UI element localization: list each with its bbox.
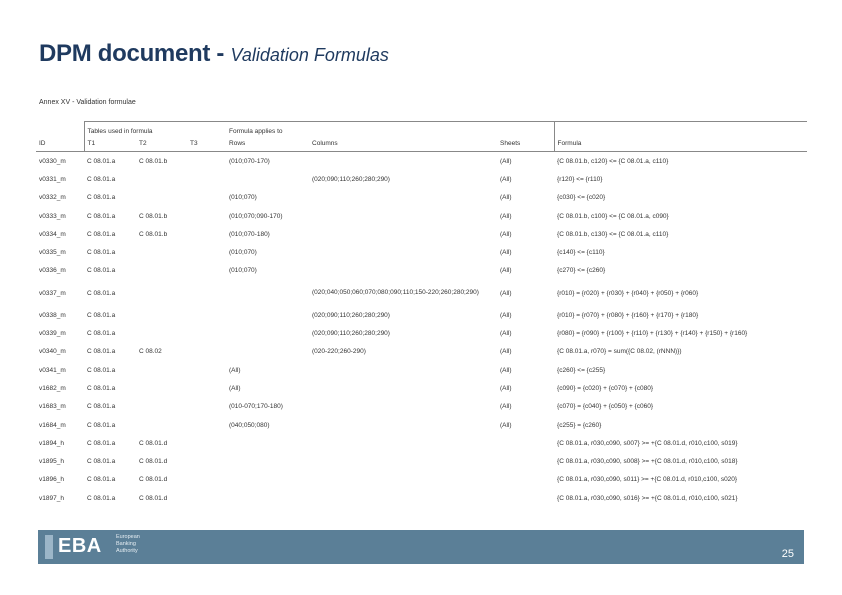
cell-sheets (497, 452, 554, 470)
cell-formula: {c090} = {c020} + {c070} + {c080} (557, 384, 654, 392)
cell-columns (309, 361, 497, 379)
cell-formula: {r010} = {r070} + {r080} + {r160} + {r170} + {r180} (557, 311, 699, 319)
cell-t2 (136, 324, 187, 342)
cell-t3 (187, 243, 226, 261)
cell-id: v0337_m (39, 289, 66, 297)
cell-rows: (All) (229, 366, 241, 374)
cell-id: v0336_m (39, 267, 66, 275)
cell-columns (309, 262, 497, 280)
table-row (36, 207, 807, 225)
cell-formula: {C 08.01.a, r070} = sum({C 08.02, (rNNN)}) (557, 348, 682, 356)
cell-t1: C 08.01.a (87, 175, 116, 183)
cell-columns: (020;090;110;260;280;290) (312, 311, 390, 319)
cell-formula: {c255} = {c260} (557, 421, 602, 429)
table-row (36, 152, 807, 171)
cell-sheets: (All) (500, 212, 512, 220)
cell-columns (309, 416, 497, 434)
table-row (36, 452, 807, 470)
cell-formula: {r010} = {r020} + {r030} + {r040} + {r050} + {r060} (557, 289, 699, 297)
cell-id: v0335_m (39, 249, 66, 257)
cell-columns (309, 152, 497, 171)
cell-t1: C 08.01.a (87, 476, 116, 484)
cell-sheets: (All) (500, 230, 512, 238)
cell-t2 (136, 398, 187, 416)
cell-t1: C 08.01.a (87, 494, 116, 502)
cell-t1: C 08.01.a (87, 212, 116, 220)
cell-rows (226, 170, 309, 188)
cell-sheets: (All) (500, 421, 512, 429)
cell-t2: C 08.02 (139, 348, 162, 356)
cell-rows (226, 280, 309, 306)
cell-t1: C 08.01.a (87, 384, 116, 392)
cell-rows (226, 306, 309, 324)
table-row (36, 343, 807, 361)
cell-sheets: (All) (500, 194, 512, 202)
cell-t3 (187, 452, 226, 470)
page-title (39, 40, 389, 68)
table-row (36, 471, 807, 489)
cell-id: v0332_m (39, 194, 66, 202)
cell-t1: C 08.01.a (87, 311, 116, 319)
cell-t1: C 08.01.a (87, 157, 116, 165)
cell-columns (309, 452, 497, 470)
cell-columns (309, 189, 497, 207)
cell-id: v0334_m (39, 230, 66, 238)
cell-t3 (187, 471, 226, 489)
cell-id: v0338_m (39, 311, 66, 319)
cell-formula: {c070} = {c040} + {c050} + {c060} (557, 403, 654, 411)
header-spacer (36, 122, 84, 136)
cell-sheets: (All) (500, 330, 512, 338)
cell-columns (309, 398, 497, 416)
cell-columns: (020;090;110;260;280;290) (312, 330, 390, 338)
header-t3: T3 (187, 135, 226, 152)
cell-columns (309, 489, 497, 507)
cell-sheets: (All) (500, 157, 512, 165)
table-row (36, 262, 807, 280)
title-main: DPM document - (39, 40, 231, 67)
cell-columns: (020;040;050;060;070;080;090;110;150-220;260;280;290) (312, 289, 479, 297)
cell-formula: {c260} <= {c255} (557, 366, 606, 374)
cell-formula: {C 08.01.a, r030,c090, s016} >= +{C 08.01.d, r010,c100, s021} (557, 494, 738, 502)
cell-t3 (187, 225, 226, 243)
table-row (36, 243, 807, 261)
org-line-3: Authority (116, 548, 138, 554)
cell-t1: C 08.01.a (87, 267, 116, 275)
cell-t3 (187, 189, 226, 207)
table-row (36, 489, 807, 507)
table-row (36, 280, 807, 306)
cell-sheets: (All) (500, 175, 512, 183)
page-number: 25 (781, 548, 794, 560)
cell-id: v0330_m (39, 157, 66, 165)
table-row (36, 225, 807, 243)
cell-t2 (136, 306, 187, 324)
cell-columns (309, 225, 497, 243)
cell-columns: (020-220;260-290) (312, 348, 366, 356)
cell-formula: {c030} <= {c020} (557, 194, 606, 202)
cell-sheets: (All) (500, 267, 512, 275)
cell-t3 (187, 152, 226, 171)
cell-sheets: (All) (500, 366, 512, 374)
cell-id: v1682_m (39, 384, 66, 392)
cell-t3 (187, 489, 226, 507)
cell-t3 (187, 361, 226, 379)
cell-t2 (136, 243, 187, 261)
cell-formula: {C 08.01.a, r030,c090, s007} >= +{C 08.01.d, r010,c100, s019} (557, 439, 738, 447)
cell-rows: (040;050;080) (229, 421, 270, 429)
header-formula: Formula (554, 135, 807, 152)
eba-logo (38, 530, 107, 564)
header-columns: Columns (309, 135, 497, 152)
cell-formula: {c140} <= {c110} (557, 249, 605, 257)
logo-bar-icon (45, 535, 53, 559)
header-sheets: Sheets (497, 135, 554, 152)
header-applies-group: Formula applies to (226, 122, 554, 136)
cell-id: v0341_m (39, 366, 66, 374)
cell-t1: C 08.01.a (87, 194, 116, 202)
cell-id: v0340_m (39, 348, 66, 356)
cell-t2 (136, 189, 187, 207)
cell-t2: C 08.01.d (139, 439, 168, 447)
cell-t2: C 08.01.d (139, 476, 168, 484)
cell-formula: {r080} = {r090} + {r100} + {r110} + {r130} + {r140} + {r150} + {r160} (557, 330, 748, 338)
annex-label: Annex XV - Validation formulae (39, 99, 136, 106)
cell-rows: (All) (229, 384, 241, 392)
organization-name (116, 534, 140, 555)
logo-text: EBA (58, 535, 102, 557)
cell-t1: C 08.01.a (87, 458, 116, 466)
cell-t1: C 08.01.a (87, 366, 116, 374)
cell-id: v1897_h (39, 494, 64, 502)
cell-rows: (010;070-170) (229, 157, 270, 165)
cell-rows (226, 434, 309, 452)
cell-rows: (010;070) (229, 194, 257, 202)
cell-rows: (010;070;090-170) (229, 212, 283, 220)
cell-sheets (497, 434, 554, 452)
cell-columns: (020;090;110;260;280;290) (312, 175, 390, 183)
cell-t2: C 08.01.d (139, 458, 168, 466)
cell-formula: {r120} <= {r110} (557, 175, 603, 183)
cell-rows (226, 471, 309, 489)
org-line-1: European (116, 534, 140, 540)
cell-formula: {C 08.01.b, c120} <= {C 08.01.a, c110} (557, 157, 669, 165)
cell-formula: {c270} <= {c260} (557, 267, 606, 275)
cell-t3 (187, 207, 226, 225)
cell-t2 (136, 170, 187, 188)
cell-sheets: (All) (500, 348, 512, 356)
cell-t1: C 08.01.a (87, 330, 116, 338)
cell-id: v1683_m (39, 403, 66, 411)
cell-id: v1684_m (39, 421, 66, 429)
cell-t1: C 08.01.a (87, 421, 116, 429)
cell-t2: C 08.01.b (139, 157, 168, 165)
table-row (36, 416, 807, 434)
table-row (36, 398, 807, 416)
cell-id: v1895_h (39, 458, 64, 466)
table-row (36, 361, 807, 379)
cell-sheets: (All) (500, 289, 512, 297)
cell-id: v1896_h (39, 476, 64, 484)
cell-id: v1894_h (39, 439, 64, 447)
cell-formula: {C 08.01.a, r030,c090, s011} >= +{C 08.01.d, r010,c100, s020} (557, 476, 738, 484)
cell-t1: C 08.01.a (87, 289, 116, 297)
title-sub: Validation Formulas (230, 45, 389, 65)
cell-rows: (010;070-180) (229, 230, 270, 238)
cell-t3 (187, 324, 226, 342)
header-t1: T1 (84, 135, 136, 152)
cell-sheets: (All) (500, 311, 512, 319)
cell-rows: (010;070) (229, 267, 257, 275)
cell-t3 (187, 379, 226, 397)
cell-columns (309, 471, 497, 489)
cell-t2 (136, 361, 187, 379)
table-row (36, 434, 807, 452)
table-row (36, 189, 807, 207)
cell-t1: C 08.01.a (87, 230, 116, 238)
cell-columns (309, 379, 497, 397)
cell-t2 (136, 416, 187, 434)
cell-rows (226, 343, 309, 361)
cell-rows (226, 324, 309, 342)
header-id: ID (36, 135, 84, 152)
header-t2: T2 (136, 135, 187, 152)
cell-t1: C 08.01.a (87, 439, 116, 447)
cell-sheets (497, 489, 554, 507)
cell-t3 (187, 280, 226, 306)
cell-columns (309, 207, 497, 225)
cell-sheets: (All) (500, 403, 512, 411)
header-rows: Rows (226, 135, 309, 152)
cell-sheets: (All) (500, 249, 512, 257)
cell-formula: {C 08.01.a, r030,c090, s008} >= +{C 08.01.d, r010,c100, s018} (557, 458, 738, 466)
cell-id: v0331_m (39, 175, 66, 183)
cell-t2: C 08.01.d (139, 494, 168, 502)
header-tables-group: Tables used in formula (84, 122, 226, 136)
cell-t1: C 08.01.a (87, 403, 116, 411)
cell-sheets: (All) (500, 384, 512, 392)
cell-t2 (136, 379, 187, 397)
cell-t3 (187, 398, 226, 416)
cell-id: v0333_m (39, 212, 66, 220)
cell-t3 (187, 434, 226, 452)
cell-t3 (187, 170, 226, 188)
table-row (36, 324, 807, 342)
cell-rows: (010-070;170-180) (229, 403, 283, 411)
cell-t2: C 08.01.b (139, 212, 168, 220)
cell-formula: {C 08.01.b, c100} <= {C 08.01.a, c090} (557, 212, 669, 220)
cell-t2 (136, 280, 187, 306)
cell-t1: C 08.01.a (87, 249, 116, 257)
table-row (36, 306, 807, 324)
cell-t2: C 08.01.b (139, 230, 168, 238)
table-body (36, 152, 807, 508)
cell-columns (309, 243, 497, 261)
cell-t3 (187, 416, 226, 434)
header-formula-spacer (554, 122, 807, 136)
cell-formula: {C 08.01.b, c130} <= {C 08.01.a, c110} (557, 230, 669, 238)
org-line-2: Banking (116, 541, 136, 547)
cell-rows: (010;070) (229, 249, 257, 257)
cell-id: v0339_m (39, 330, 66, 338)
cell-sheets (497, 471, 554, 489)
footer-banner (38, 530, 804, 564)
cell-rows (226, 452, 309, 470)
cell-rows (226, 489, 309, 507)
validation-table (36, 121, 807, 507)
cell-t2 (136, 262, 187, 280)
cell-t3 (187, 343, 226, 361)
cell-t3 (187, 306, 226, 324)
table-row (36, 379, 807, 397)
cell-t1: C 08.01.a (87, 348, 116, 356)
cell-t3 (187, 262, 226, 280)
table-row (36, 170, 807, 188)
cell-columns (309, 434, 497, 452)
